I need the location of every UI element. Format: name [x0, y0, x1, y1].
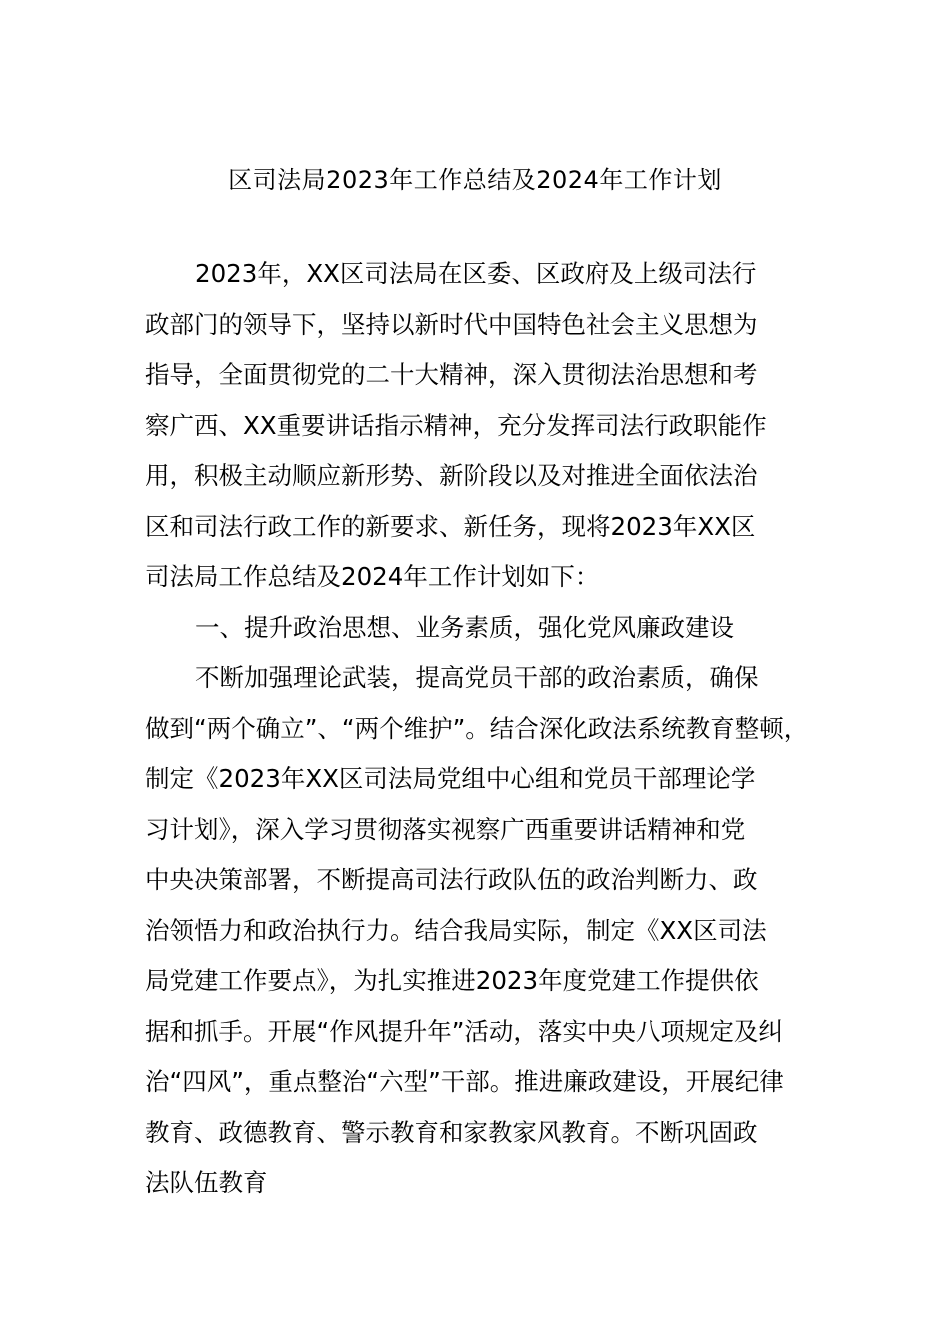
paragraph-line: 用，积极主动顺应新形势、新阶段以及对推进全面依法治 [145, 461, 758, 490]
section-heading: 一、提升政治思想、业务素质，强化党风廉政建设 [195, 613, 734, 642]
paragraph-line: 治“四风”，重点整治“六型”干部。推进廉政建设，开展纪律 [145, 1067, 784, 1096]
paragraph-line: 法队伍教育 [145, 1168, 268, 1197]
paragraph-line: 做到“两个确立”、“两个维护”。结合深化政法系统教育整顿， [145, 714, 809, 743]
paragraph-line: 治领悟力和政治执行力。结合我局实际，制定《XX区司法 [145, 916, 767, 945]
paragraph-line: 区和司法行政工作的新要求、新任务，现将2023年XX区 [145, 512, 756, 541]
paragraph-line: 教育、政德教育、警示教育和家教家风教育。不断巩固政 [145, 1118, 758, 1147]
paragraph-line: 政部门的领导下，坚持以新时代中国特色社会主义思想为 [145, 310, 758, 339]
paragraph-line: 局党建工作要点》，为扎实推进2023年度党建工作提供依 [145, 966, 759, 995]
paragraph-line: 中央决策部署，不断提高司法行政队伍的政治判断力、政 [145, 865, 758, 894]
paragraph-line: 指导，全面贯彻党的二十大精神，深入贯彻法治思想和考 [145, 360, 758, 389]
paragraph-line: 2023年，XX区司法局在区委、区政府及上级司法行 [195, 259, 757, 288]
paragraph-line: 制定《2023年XX区司法局党组中心组和党员干部理论学 [145, 764, 756, 793]
document-title: 区司法局2023年工作总结及2024年工作计划 [228, 166, 722, 194]
paragraph-line: 习计划》，深入学习贯彻落实视察广西重要讲话精神和党 [145, 815, 746, 844]
paragraph-line: 不断加强理论武装，提高党员干部的政治素质，确保 [195, 663, 759, 692]
paragraph-line: 察广西、XX重要讲话指示精神，充分发挥司法行政职能作 [145, 411, 767, 440]
paragraph-line: 据和抓手。开展“作风提升年”活动，落实中央八项规定及纠 [145, 1017, 783, 1046]
paragraph-line: 司法局工作总结及2024年工作计划如下： [145, 562, 600, 591]
